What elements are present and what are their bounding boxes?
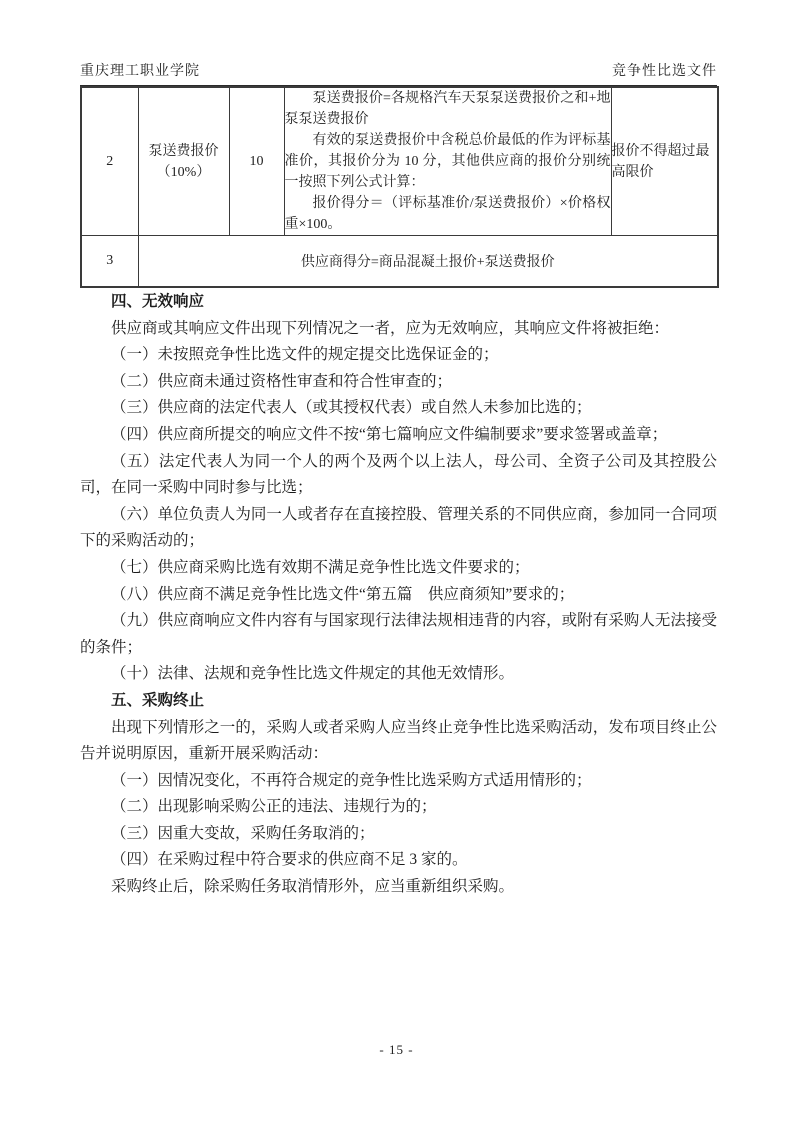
list-item: （二）出现影响采购公正的违法、违规行为的；	[111, 798, 437, 816]
item-name-line2: （10%）	[156, 164, 211, 180]
list-item: （四）在采购过程中符合要求的供应商不足 3 家的。	[111, 851, 468, 869]
page-header	[80, 60, 717, 86]
list-item: （一）未按照竞争性比选文件的规定提交比选保证金的；	[111, 346, 499, 364]
list-item: （二）供应商未通过资格性审查和符合性审查的；	[111, 372, 453, 390]
list-item: （八）供应商不满足竞争性比选文件“第五篇 供应商须知”要求的；	[111, 585, 575, 603]
list-item: （十）法律、法规和竞争性比选文件规定的其他无效情形。	[111, 665, 515, 683]
section-intro: 供应商或其响应文件出现下列情况之一者，应为无效响应，其响应文件将被拒绝：	[111, 319, 670, 337]
list-item: （一）因情况变化，不再符合规定的竞争性比选采购方式适用情形的；	[111, 771, 592, 789]
desc-paragraph: 泵送费报价=各规格汽车天泵泵送费报价之和+地泵泵送费报价	[284, 91, 611, 127]
item-name-line1: 泵送费报价	[148, 143, 219, 159]
list-item: （四）供应商所提交的响应文件不按“第七篇响应文件编制要求”要求签署或盖章；	[111, 425, 668, 443]
cell-scoring-description	[284, 87, 611, 236]
document-body	[80, 289, 717, 901]
list-item: （九）供应商响应文件内容有与国家现行法律法规相违背的内容，或附有采购人无法接受的条件；	[80, 612, 717, 656]
section-intro: 出现下列情形之一的，采购人或者采购人应当终止竞争性比选采购活动，发布项目终止公告并说明原因，重新开展采购活动：	[80, 718, 717, 763]
table-row	[81, 236, 718, 287]
section-heading-procurement-termination: 五、采购终止	[111, 691, 205, 709]
page-number: - 15 -	[379, 1042, 414, 1057]
cell-row-number: 3	[81, 236, 138, 287]
list-item: （六）单位负责人为同一人或者存在直接控股、管理关系的不同供应商，参加同一合同项下的采购活动的；	[80, 505, 717, 550]
cell-price-limit-note: 报价不得超过最高限价	[611, 87, 718, 236]
header-doc-type: 竞争性比选文件	[612, 64, 717, 79]
list-item: （三）因重大变故，采购任务取消的；	[111, 824, 375, 842]
section-heading-invalid-response: 四、无效响应	[111, 293, 205, 310]
cell-item-name	[138, 87, 229, 236]
cell-weight-score: 10	[229, 87, 284, 236]
cell-total-score-formula: 供应商得分=商品混凝土报价+泵送费报价	[138, 236, 718, 287]
header-org-name: 重庆理工职业学院	[80, 64, 200, 79]
desc-paragraph: 有效的泵送费报价中含税总价最低的作为评标基准价，其报价分为 10 分，其他供应商的报价分别统一按照下列公式计算：	[284, 133, 611, 190]
cell-row-number: 2	[81, 87, 138, 236]
table-row	[81, 87, 718, 236]
list-item: （三）供应商的法定代表人（或其授权代表）或自然人未参加比选的；	[111, 399, 592, 417]
list-item: （五）法定代表人为同一个人的两个及两个以上法人，母公司、全资子公司及其控股公司，在同一采购中同时参与比选；	[80, 452, 717, 497]
desc-paragraph: 报价得分＝（评标基准价/泵送费报价）×价格权重×100。	[284, 196, 611, 232]
scoring-criteria-table	[80, 86, 719, 288]
list-item: （七）供应商采购比选有效期不满足竞争性比选文件要求的；	[111, 558, 530, 576]
section-closing: 采购终止后，除采购任务取消情形外，应当重新组织采购。	[111, 878, 515, 896]
